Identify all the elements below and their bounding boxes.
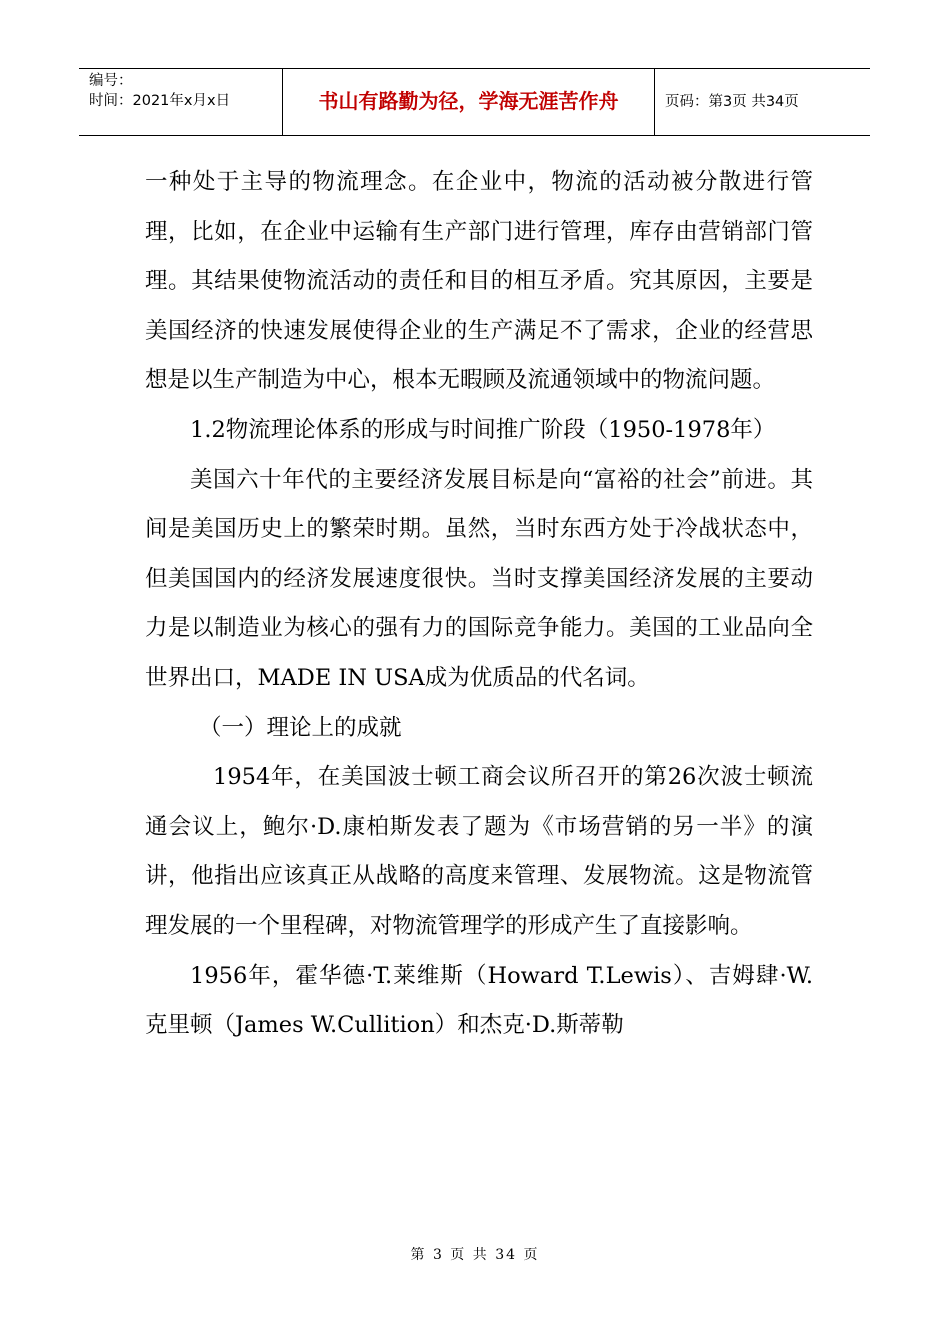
paragraph-1956: 1956年，霍华德·T.莱维斯（Howard T.Lewis）、吉姆肆·W.克里顿（James W.Cullition）和杰克·D.斯蒂勒 xyxy=(145,962,813,1039)
paragraph-1954: 1954年，在美国波士顿工商会议所召开的第26次波士顿流通会议上，鲍尔·D.康柏斯发表了题为《市场营销的另一半》的演讲，他指出应该真正从战略的高度来管理、发展物流。这是物流管理发展的一个里程碑，对物流管理学的形成产生了直接影响。 xyxy=(145,764,813,939)
paragraph-sixties-economy: 美国六十年代的主要经济发展目标是向“富裕的社会”前进。其间是美国历史上的繁荣时期。虽然，当时东西方处于冷战状态中，但美国国内的经济发展速度很快。当时支撑美国经济发展的主要动力是以制造业为核心的强有力的国际竞争能力。美国的工业品向全世界出口，MADE IN USA成为优质品的代名词。 xyxy=(145,466,813,691)
header-table xyxy=(79,68,870,136)
header-motto: 书山有路勤为径，学海无涯苦作舟 xyxy=(283,69,655,135)
paragraph-continued: 一种处于主导的物流理念。在企业中，物流的活动被分散进行管理，比如，在企业中运输有生产部门进行管理，库存由营销部门管理。其结果使物流活动的责任和目的相互矛盾。究其原因，主要是美国经济的快速发展使得企业的生产满足不了需求，企业的经营思想是以生产制造为中心，根本无暇顾及流通领域中的物流问题。 xyxy=(145,169,813,394)
header-left-cell xyxy=(79,69,283,135)
page-footer: 第 3 页 共 34 页 xyxy=(410,1247,540,1263)
header-page-info: 页码：第3页 共34页 xyxy=(665,94,799,110)
section-heading-1-2: 1.2物流理论体系的形成与时间推广阶段（1950-1978年） xyxy=(190,416,776,443)
subsection-heading-theory: （一）理论上的成就 xyxy=(199,714,402,741)
document-time-label: 时间：2021年x月x日 xyxy=(89,93,231,109)
document-body xyxy=(145,158,813,1051)
document-number-label: 编号： xyxy=(89,73,133,89)
